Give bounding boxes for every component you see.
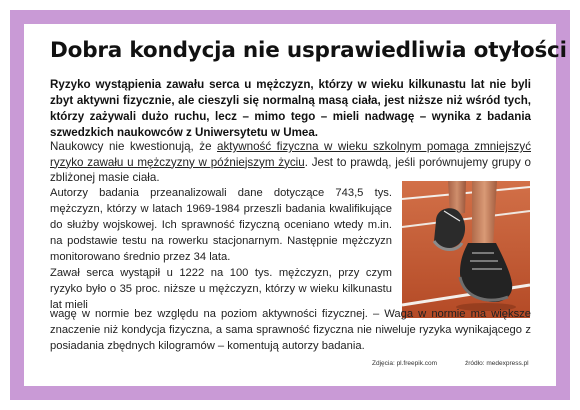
photo-credit: Zdjęcia: pl.freepik.com <box>372 360 438 367</box>
runner-leg <box>472 181 497 247</box>
paragraph-1 <box>50 139 531 186</box>
paragraph-1-rest: . Jest to prawdą, jeśli porównujemy grupy o zbliżonej masie ciała. <box>50 155 531 185</box>
article-link[interactable]: aktywność fizyczna w wieku szkolnym pomaga zmniejszyć ryzyko zawału u mężczyzny w późniejszym życiu <box>50 140 531 169</box>
article-lead: Ryzyko wystąpienia zawału serca u mężczyzn, którzy w wieku kilkunastu lat nie byli zbyt aktywni fizycznie, ale cieszyli się normalną masą ciała, jest niższe niż wśród tych, którzy zażywali dużo ruchu, lecz – mimo tego – mieli nadwagę – wynika z badania szwedzkich naukowców z Uniwersytetu w Umea. <box>50 78 531 139</box>
paragraph-3: Zawał serca wystąpił u 1222 na 100 tys. mężczyzn, przy czym ryzyko było o 35 proc. niższe u mężczyzn, którzy w wieku kilkunastu lat mieli <box>50 267 392 311</box>
source-credit: źródło: medexpress.pl <box>465 360 529 367</box>
paragraph-2: Autorzy badania przeanalizowali dane dotyczące 743,5 tys. mężczyzn, którzy w latach 1969-1984 przeszli badania kwalifikujące do służby wojskowej. Ich sprawność fizyczną oceniano wtedy m.in. na podstawie testu na rowerku stacjonarnym. Następnie mężczyzn monitorowano średnio przez 34 lata. <box>50 187 392 263</box>
paragraph-1-intro: Naukowcy nie kwestionują, że <box>50 140 218 153</box>
running-shoes-photo <box>402 181 530 318</box>
article-title: Dobra kondycja nie usprawiedliwia otyłości <box>50 38 567 63</box>
paragraph-4: wagę w normie bez względu na poziom aktywności fizycznej. – Waga w normie ma większe znaczenie niż kondycja fizyczna, a sama sprawność fizyczna nie niweluje ryzyka wynikającego z posiadania zbędnych kilogramów – komentują autorzy badania. <box>50 308 531 352</box>
